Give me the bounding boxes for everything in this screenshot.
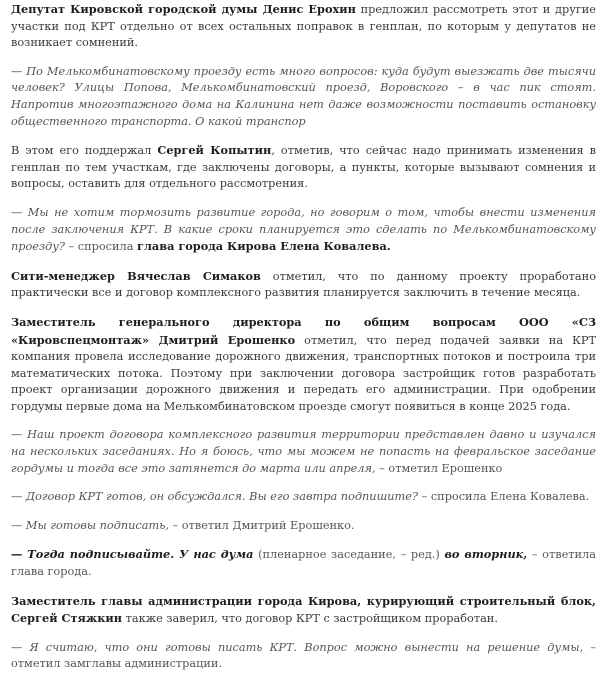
bold-text: Депутат Кировской городской думы Денис Ерохин bbox=[11, 2, 356, 16]
text-run: – спросила bbox=[64, 240, 138, 254]
italic-quote-text: — По Мелькомбинатовскому проезду есть много вопросов: куда будут выезжать две тысячи человек? Улицы Попова, Мелькомбинатовский проезд, Воровского – в час пик стоят. Напротив многоэтажного дома на Калинина нет даже возможности поставить остановку общественного транспорта. О какой транспор bbox=[11, 64, 596, 128]
text-run: – отметил Ерошенко bbox=[375, 461, 503, 475]
quote-paragraph bbox=[11, 640, 596, 673]
text-run: – ответила глава города. bbox=[11, 548, 596, 579]
quote-paragraph bbox=[11, 489, 596, 506]
italic-quote-text: — Наш проект договора комплексного развития территории представлен давно и изучался на нескольких заседаниях. Но я боюсь, что мы можем не попасть на февральское заседание гордумы и тогда все это затянется до марта или апреля, bbox=[11, 428, 596, 475]
text-run: также заверил, что договор КРТ с застройщиком проработан. bbox=[122, 612, 498, 626]
text-run: отметил, что перед подачей заявки на КРТ компания провела исследование дорожного движения, транспортных потоков и построила три математических потока. Поэтому при заключении договора застройщик готов разработать проект организации дорожного движения и передать его администрации. При одобрении гордумы первые дома на Мелькомбинатовском проезде смогут появиться в конце 2025 года. bbox=[11, 333, 596, 413]
quote-paragraph bbox=[11, 518, 596, 535]
article-paragraph bbox=[11, 593, 596, 628]
quote-paragraph bbox=[11, 427, 596, 477]
text-run: отметил, что по данному проекту проработано практически все и договор комплексного развития планируется заключить в течение месяца. bbox=[11, 269, 596, 300]
text-run: – отметил замглавы администрации. bbox=[11, 640, 597, 671]
article-paragraph bbox=[11, 1, 596, 52]
bold-text: Сергей Копытин bbox=[157, 143, 272, 158]
quote-paragraph bbox=[11, 546, 596, 580]
text-run: В этом его поддержал bbox=[11, 144, 158, 158]
bold-text: во вторник, bbox=[444, 547, 528, 562]
bold-text: Заместитель главы администрации города Кирова, курирующий строительный блок, Сергей Стяжкин bbox=[11, 593, 596, 626]
bold-text: глава города Кирова Елена Ковалева. bbox=[137, 239, 391, 254]
text-run: , отметив, что сейчас надо принимать изменения в генплан по тем участкам, где заключены договоры, а пункты, которые вызывают сомнения и вопросы, оставить для отдельного рассмотрения. bbox=[11, 144, 596, 191]
text-run: – спросила Елена Ковалева. bbox=[418, 490, 590, 504]
text-run: (пленарное заседание, – ред.) bbox=[253, 548, 445, 562]
italic-quote-text: — Мы не хотим тормозить развитие города, но говорим о том, чтобы внести изменения после заключения КРТ. В какие сроки планируется это сделать по Мелькомбинатовскому проезду? bbox=[11, 205, 596, 254]
italic-quote-text: — Договор КРТ готов, он обсуждался. Вы его завтра подпишите? bbox=[11, 490, 419, 504]
quote-paragraph bbox=[11, 205, 596, 256]
bold-text: Заместитель генерального директора по общим вопросам ООО «СЗ «Кировспецмонтаж» Дмитрий Ерошенко bbox=[11, 314, 596, 347]
article-paragraph bbox=[11, 268, 596, 302]
text-run: – ответил Дмитрий Ерошенко. bbox=[168, 518, 355, 532]
quote-paragraph bbox=[11, 64, 596, 130]
italic-quote-text: — Я считаю, что они готовы писать КРТ. Вопрос можно вынести на решение думы, bbox=[11, 640, 584, 654]
bold-text: Сити-менеджер Вячеслав Симаков bbox=[11, 268, 261, 283]
article-paragraph bbox=[11, 314, 596, 416]
bold-text: — Тогда подписывайте. У нас дума bbox=[11, 547, 254, 562]
article-paragraph bbox=[11, 142, 596, 193]
italic-quote-text: — Мы готовы подписать, bbox=[11, 518, 169, 532]
text-run: предложил рассмотреть этот и другие участки под КРТ отдельно от всех остальных поправок в генплан, по которым у депутатов не возникает сомнений. bbox=[11, 3, 596, 50]
